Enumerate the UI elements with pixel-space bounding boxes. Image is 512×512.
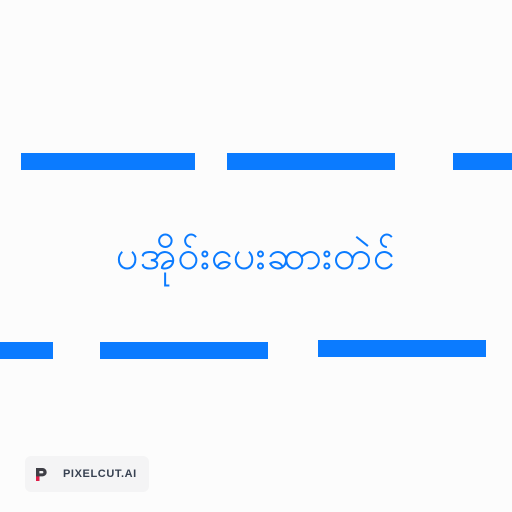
decorative-stripe-top-2 (227, 153, 395, 170)
decorative-stripe-top-1 (21, 153, 195, 170)
pixelcut-watermark (25, 456, 149, 492)
decorative-stripe-bottom-1 (0, 342, 53, 359)
pixelcut-logo-icon (34, 467, 48, 482)
decorative-stripe-top-3 (453, 153, 512, 170)
banner-headline: ပအိုဝ်းပေးဆားတဲင် (115, 233, 397, 279)
decorative-stripe-bottom-3 (318, 340, 486, 357)
watermark-brand-text: PIXELCUT.AI (63, 468, 137, 480)
decorative-stripe-bottom-2 (100, 342, 268, 359)
